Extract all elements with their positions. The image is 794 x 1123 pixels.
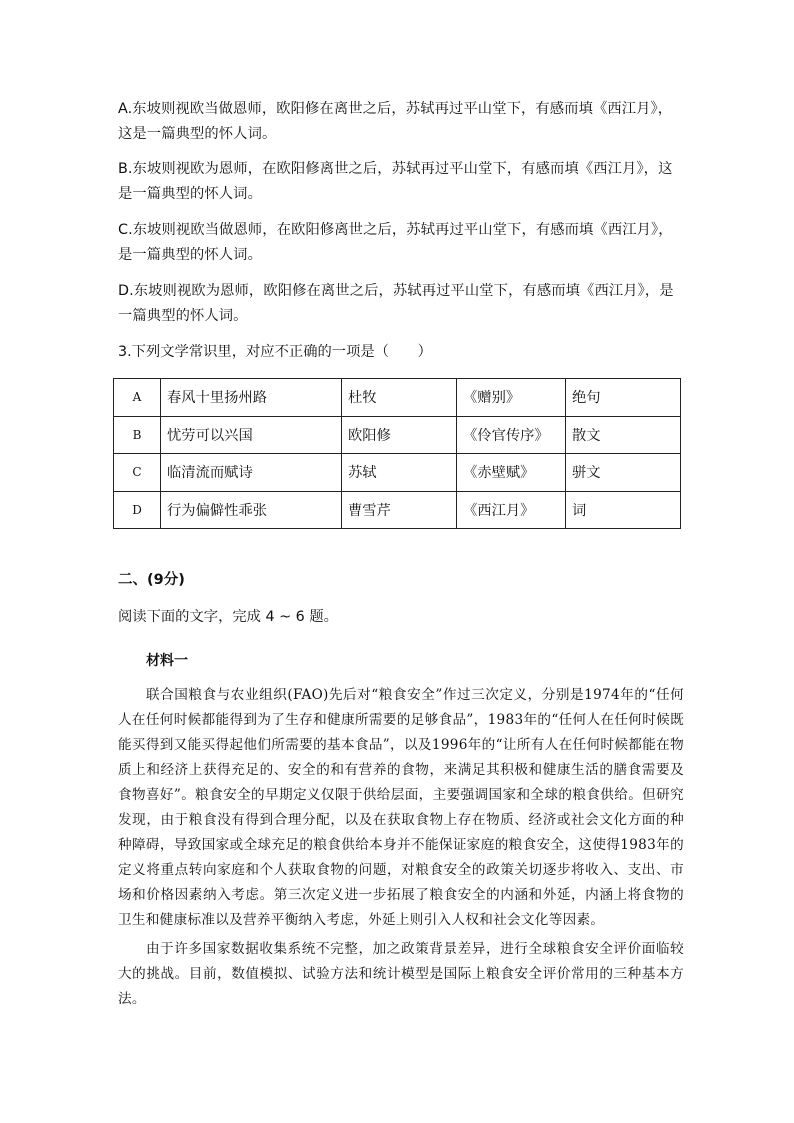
- table-row: [114, 454, 681, 492]
- table-cell: D: [114, 491, 161, 529]
- table-cell: 欧阳修: [342, 416, 457, 454]
- table-cell: B: [114, 416, 161, 454]
- table-cell: 苏轼: [342, 454, 457, 492]
- table-cell: A: [114, 379, 161, 417]
- table-row: [114, 416, 681, 454]
- literature-table: [113, 378, 681, 529]
- material-title: 材料一: [146, 653, 188, 669]
- table-row: [114, 491, 681, 529]
- table-cell: 行为偏僻性乖张: [161, 491, 342, 529]
- table-cell: 词: [566, 491, 681, 529]
- option-c: C.东坡则视欧当做恩师，在欧阳修离世之后，苏轼再过平山堂下，有感而填《西江月》，是一篇典型的怀人词。: [118, 222, 673, 263]
- table-cell: 《赤壁赋》: [457, 454, 566, 492]
- table-cell: C: [114, 454, 161, 492]
- table-cell: 《西江月》: [457, 491, 566, 529]
- table-cell: 杜牧: [342, 379, 457, 417]
- section-instructions: 阅读下面的文字，完成 4 ~ 6 题。: [118, 609, 338, 625]
- option-b: B.东坡则视欧为恩师，在欧阳修离世之后，苏轼再过平山堂下，有感而填《西江月》，这是一篇典型的怀人词。: [118, 161, 673, 202]
- question-3: 3.下列文学常识里，对应不正确的一项是（ ）: [118, 344, 432, 360]
- table-cell: 绝句: [566, 379, 681, 417]
- table-cell: 曹雪芹: [342, 491, 457, 529]
- table-cell: 《伶官传序》: [457, 416, 566, 454]
- paragraph: 联合国粮食与农业组织(FAO)先后对“粮食安全”作过三次定义，分别是1974年的“任何人在任何时候都能得到为了生存和健康所需要的足够食品”，1983年的“任何人在任何时候既能买得到又能买得起他们所需要的基本食品”，以及1996年的“让所有人在任何时候都能在物质上和经济上获得充足的、安全的和有营养的食物，来满足其积极和健康生活的膳食需要及食物喜好”。粮食安全的早期定义仅限于供给层面，主要强调国家和全球的粮食供给。但研究发现，由于粮食没有得到合理分配，以及在获取食物上存在物质、经济或社会文化方面的种种障碍，导致国家或全球充足的粮食供给本身并不能保证家庭的粮食安全，这使得1983年的定义将重点转向家庭和个人获取食物的问题，对粮食安全的政策关切逐步将收入、支出、市场和价格因素纳入考虑。第三次定义进一步拓展了粮食安全的内涵和外延，内涵上将食物的卫生和健康标准以及营养平衡纳入考虑，外延上则引入人权和社会文化等因素。: [118, 687, 684, 928]
- table-cell: 散文: [566, 416, 681, 454]
- table-cell: 忧劳可以兴国: [161, 416, 342, 454]
- table-cell: 春风十里扬州路: [161, 379, 342, 417]
- option-a: A.东坡则视欧当做恩师，欧阳修在离世之后，苏轼再过平山堂下，有感而填《西江月》，这是一篇典型的怀人词。: [118, 101, 673, 142]
- section-heading: 二、(9分): [118, 572, 185, 588]
- table-cell: 《赠别》: [457, 379, 566, 417]
- table-row: [114, 379, 681, 417]
- table-cell: 骈文: [566, 454, 681, 492]
- table-cell: 临清流而赋诗: [161, 454, 342, 492]
- option-d: D.东坡则视欧为恩师，欧阳修在离世之后，苏轼再过平山堂下，有感而填《西江月》，是一篇典型的怀人词。: [118, 283, 674, 324]
- paragraph: 由于许多国家数据收集系统不完整，加之政策背景差异，进行全球粮食安全评价面临较大的挑战。目前，数值模拟、试验方法和统计模型是国际上粮食安全评价常用的三种基本方法。: [118, 941, 684, 1007]
